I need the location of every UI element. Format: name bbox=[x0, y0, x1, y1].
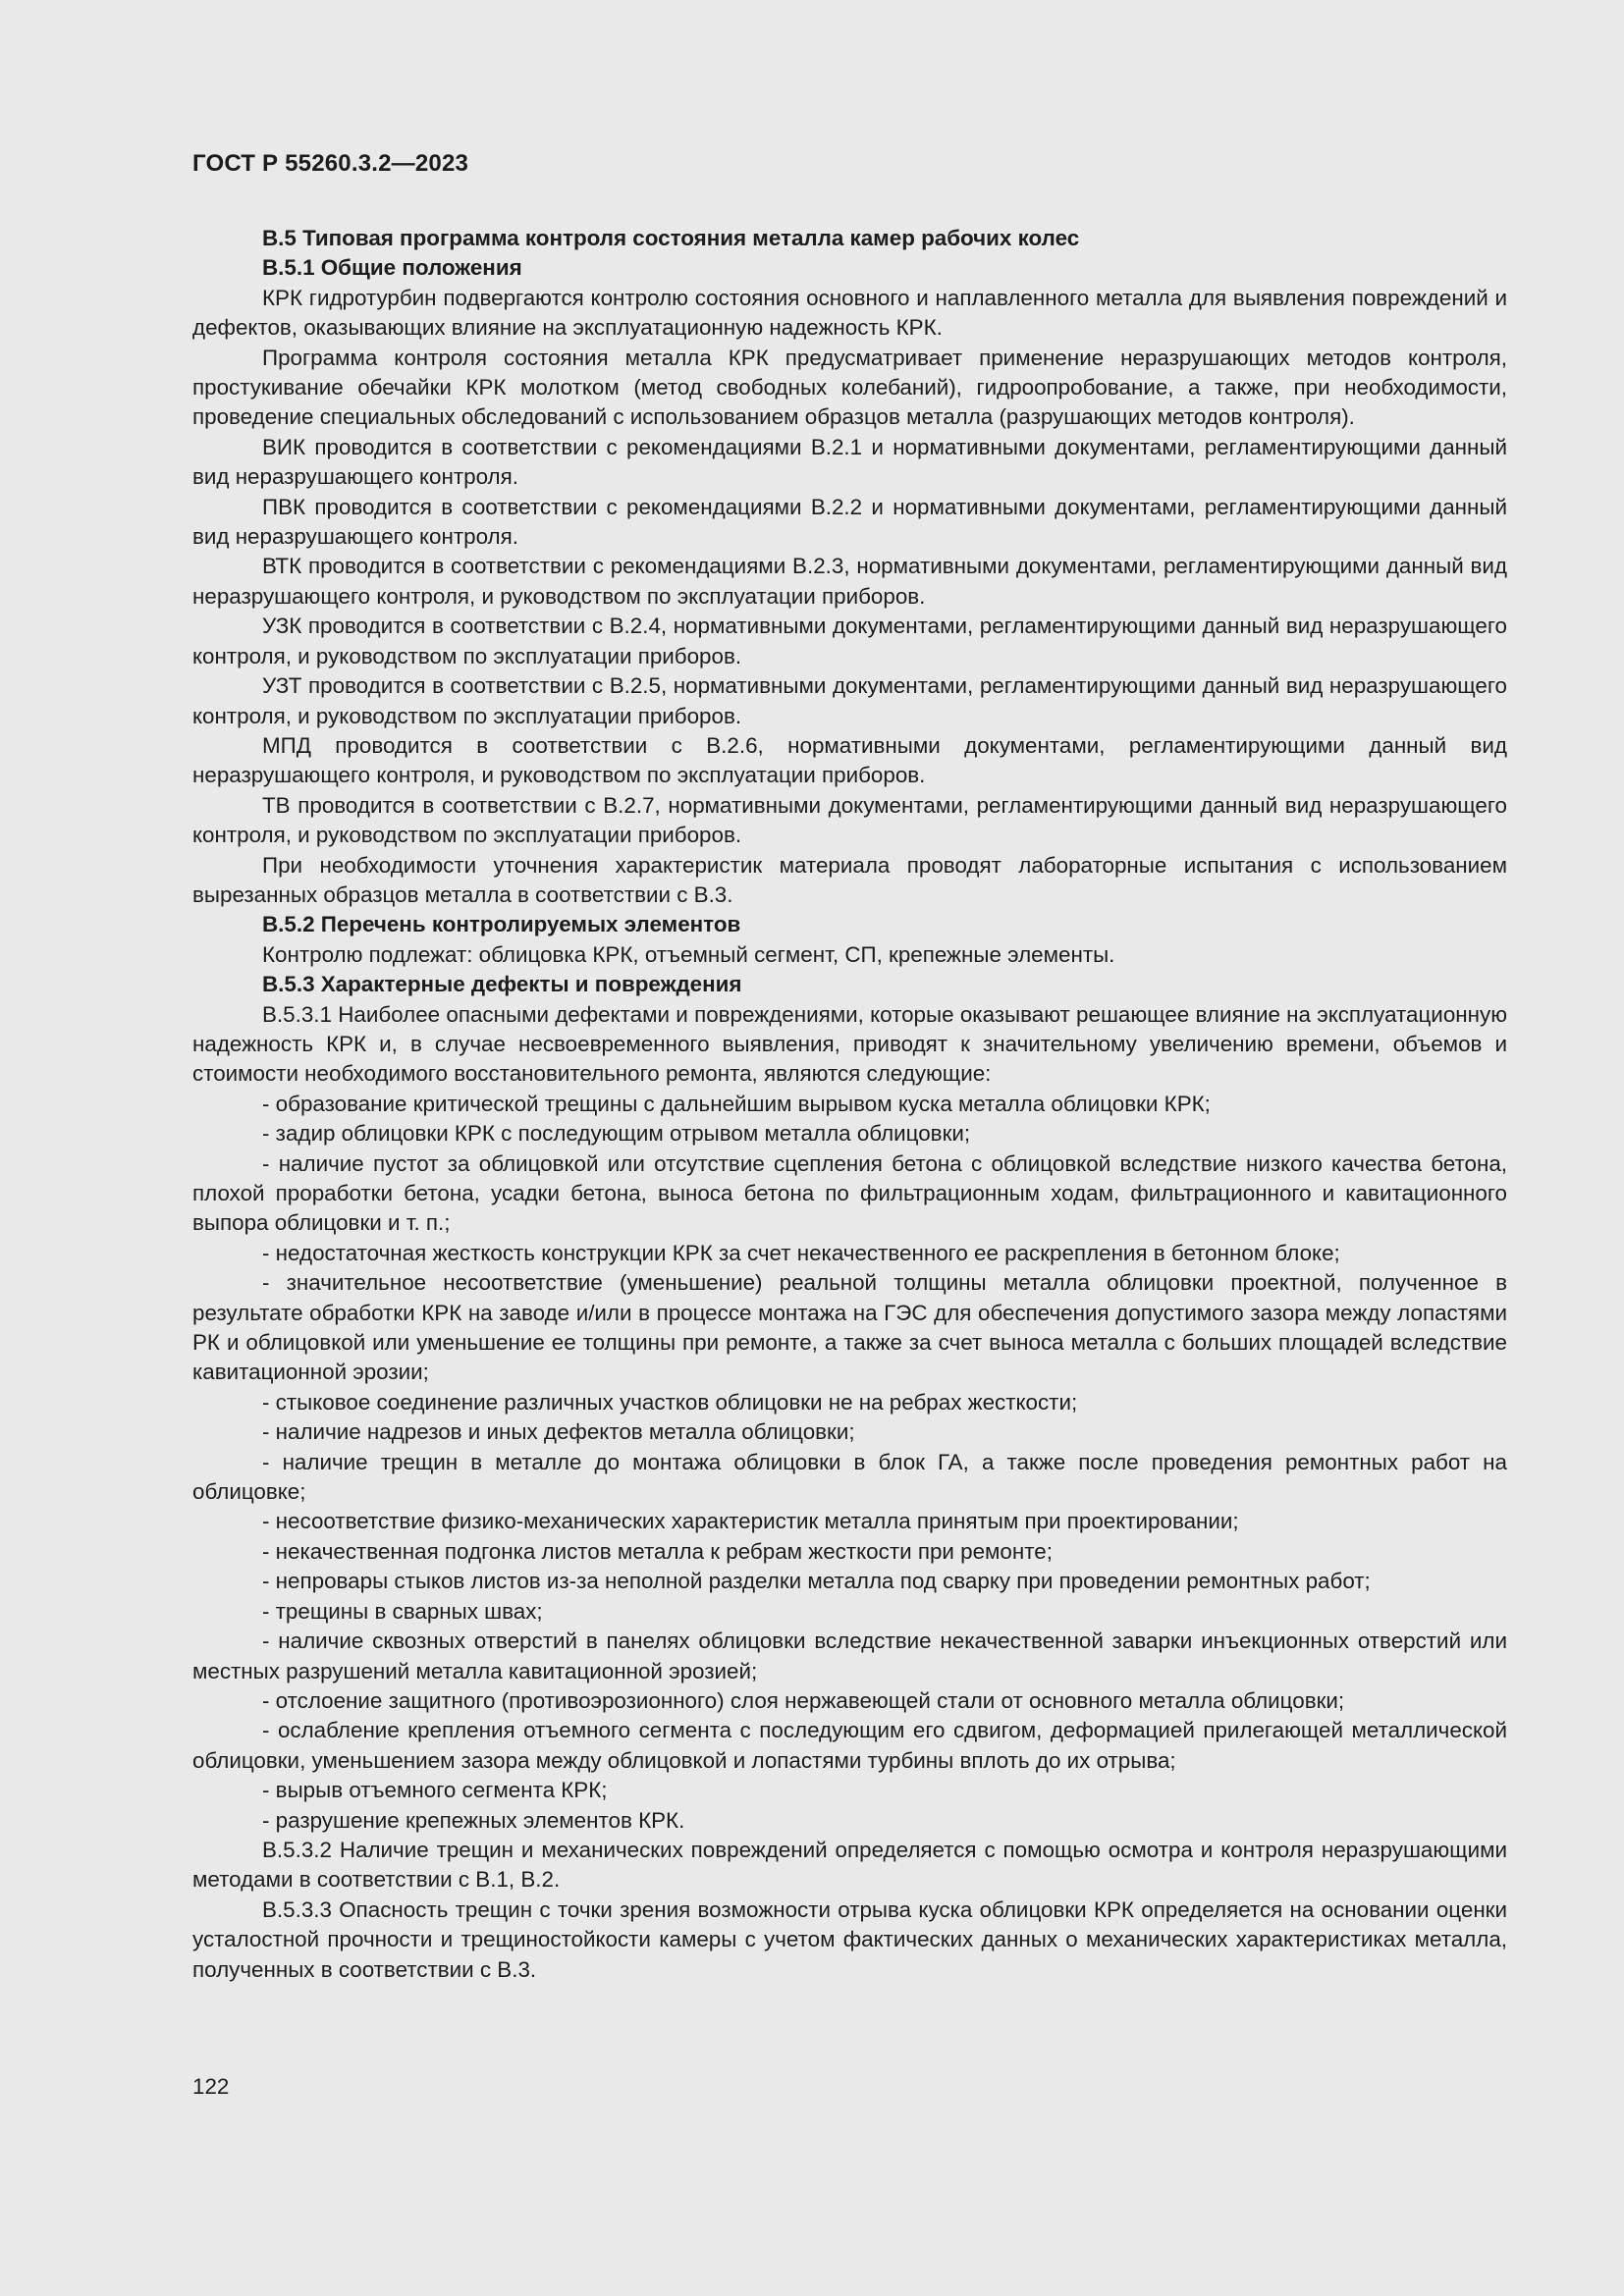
section-heading-b5: В.5 Типовая программа контроля состояния металла камер рабочих колес bbox=[262, 226, 1080, 250]
paragraph: Программа контроля состояния металла КРК предусматривает применение неразрушающих методов контроля, простукивание обечайки КРК молотком (метод свободных колебаний), гидроопробование, а также, при необходимости, проведение специальных обследований с использованием образцов металла (разрушающих методов контроля). bbox=[192, 345, 1507, 430]
paragraph: Контролю подлежат: облицовка КРК, отъемный сегмент, СП, крепежные элементы. bbox=[262, 941, 1115, 967]
paragraph: ПВК проводится в соответствии с рекомендациями В.2.2 и нормативными документами, регламентирующими данный вид неразрушающего контроля. bbox=[192, 494, 1507, 550]
list-item: - ослабление крепления отъемного сегмента с последующим его сдвигом, деформацией прилегающей металлической облицовки, уменьшением зазора между облицовкой и лопастями турбины вплоть до их отрыва; bbox=[192, 1718, 1507, 1773]
list-item: - непровары стыков листов из-за неполной разделки металла под сварку при проведении ремонтных работ; bbox=[262, 1569, 1371, 1594]
paragraph: В.5.3.1 Наиболее опасными дефектами и повреждениями, которые оказывают решающее влияние на эксплуатационную надежность КРК и, в случае несвоевременного выявления, приводят к значительному увеличению времени, объемов и стоимости необходимого восстановительного ремонта, являются следующие: bbox=[192, 1001, 1507, 1087]
document-body bbox=[192, 224, 1507, 1985]
list-item: - задир облицовки КРК с последующим отрывом металла облицовки; bbox=[262, 1121, 971, 1147]
list-item: - образование критической трещины с дальнейшим вырывом куска металла облицовки КРК; bbox=[262, 1091, 1211, 1116]
list-item: - наличие пустот за облицовкой или отсутствие сцепления бетона с облицовкой вследствие низкого качества бетона, плохой проработки бетона, усадки бетона, выноса бетона по фильтрационным ходам, фильтрационного и кавитационного выпора облицовки и т. п.; bbox=[192, 1150, 1507, 1236]
list-item: - наличие сквозных отверстий в панелях облицовки вследствие некачественной заварки инъекционных отверстий или местных разрушений металла кавитационной эрозией; bbox=[192, 1629, 1507, 1683]
list-item: - несоответствие физико-механических характеристик металла принятым при проектировании; bbox=[262, 1509, 1239, 1534]
paragraph: При необходимости уточнения характеристик материала проводят лабораторные испытания с использованием вырезанных образцов металла в соответствии с В.3. bbox=[192, 852, 1507, 907]
list-item: - стыковое соединение различных участков облицовки не на ребрах жесткости; bbox=[262, 1389, 1078, 1415]
list-item: - недостаточная жесткость конструкции КРК за счет некачественного ее раскрепления в бетонном блоке; bbox=[262, 1240, 1340, 1265]
list-item: - разрушение крепежных элементов КРК. bbox=[262, 1807, 685, 1833]
page-number: 122 bbox=[192, 2074, 230, 2099]
paragraph: ТВ проводится в соответствии с В.2.7, нормативными документами, регламентирующими данный вид неразрушающего контроля, и руководством по эксплуатации приборов. bbox=[192, 792, 1507, 848]
document-code-header: ГОСТ Р 55260.3.2—2023 bbox=[192, 150, 469, 177]
paragraph: УЗК проводится в соответствии с В.2.4, нормативными документами, регламентирующими данный вид неразрушающего контроля, и руководством по эксплуатации приборов. bbox=[192, 614, 1507, 668]
subsection-heading-b52: В.5.2 Перечень контролируемых элементов bbox=[262, 912, 741, 937]
paragraph: УЗТ проводится в соответствии с В.2.5, нормативными документами, регламентирующими данный вид неразрушающего контроля, и руководством по эксплуатации приборов. bbox=[192, 673, 1507, 728]
paragraph: ВТК проводится в соответствии с рекомендациями В.2.3, нормативными документами, регламентирующими данный вид неразрушающего контроля, и руководством по эксплуатации приборов. bbox=[192, 554, 1507, 609]
paragraph: КРК гидротурбин подвергаются контролю состояния основного и наплавленного металла для выявления повреждений и дефектов, оказывающих влияние на эксплуатационную надежность КРК. bbox=[192, 285, 1507, 341]
list-item: - некачественная подгонка листов металла к ребрам жесткости при ремонте; bbox=[262, 1538, 1053, 1564]
subsection-heading-b51: В.5.1 Общие положения bbox=[262, 255, 522, 281]
list-item: - наличие надрезов и иных дефектов металла облицовки; bbox=[262, 1419, 855, 1445]
list-item: - отслоение защитного (противоэрозионного) слоя нержавеющей стали от основного металла облицовки; bbox=[262, 1687, 1345, 1713]
list-item: - вырыв отъемного сегмента КРК; bbox=[262, 1778, 608, 1803]
paragraph: ВИК проводится в соответствии с рекомендациями В.2.1 и нормативными документами, регламентирующими данный вид неразрушающего контроля. bbox=[192, 434, 1507, 490]
paragraph: В.5.3.3 Опасность трещин с точки зрения возможности отрыва куска облицовки КРК определяется на основании оценки усталостной прочности и трещиностойкости камеры с учетом фактических данных о механических характеристиках металла, полученных в соответствии с В.3. bbox=[192, 1896, 1507, 1982]
paragraph: МПД проводится в соответствии с В.2.6, нормативными документами, регламентирующими данный вид неразрушающего контроля, и руководством по эксплуатации приборов. bbox=[192, 732, 1507, 788]
list-item: - значительное несоответствие (уменьшение) реальной толщины металла облицовки проектной, полученное в результате обработки КРК на заводе и/или в процессе монтажа на ГЭС для обеспечения допустимого зазора между лопастями РК и облицовкой или уменьшение ее толщины при ремонте, а также за счет выноса металла с больших площадей вследствие кавитационной эрозии; bbox=[192, 1270, 1507, 1385]
list-item: - наличие трещин в металле до монтажа облицовки в блок ГА, а также после проведения ремонтных работ на облицовке; bbox=[192, 1449, 1507, 1505]
list-item: - трещины в сварных швах; bbox=[262, 1598, 543, 1624]
paragraph: В.5.3.2 Наличие трещин и механических повреждений определяется с помощью осмотра и контроля неразрушающими методами в соответствии с В.1, В.2. bbox=[192, 1837, 1507, 1893]
subsection-heading-b53: В.5.3 Характерные дефекты и повреждения bbox=[262, 972, 742, 997]
